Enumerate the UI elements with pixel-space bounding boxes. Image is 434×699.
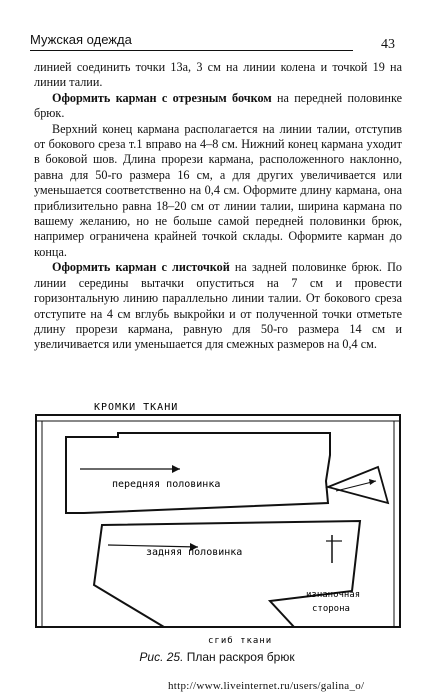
pocket-grain-arrow bbox=[369, 479, 376, 485]
paragraph-1-text: линией соединить точки 13а, 3 см на линии колена и точкой 19 на линии талии. bbox=[34, 60, 402, 90]
caption-text: План раскроя брюк bbox=[183, 650, 295, 664]
page-number: 43 bbox=[381, 37, 395, 52]
paragraph-4-text: на задней половинке брюк. По линии середины вытачки опуститься на 7 см и провести горизонтальную линию параллельно линии талии. От бокового среза отступите на 4 см вглубь выкройки и от полученной точки отметьте длину прорези кармана, равную для 50-го размера 14 см и увеличивается или уменьшается для смежных размеров на 0,4 см. bbox=[34, 260, 402, 352]
paragraph-4 bbox=[34, 260, 402, 352]
paragraph-3-text: Верхний конец кармана располагается на линии талии, отступив от бокового среза т.1 вправо на 4–8 см. Нижний конец кармана уходит в боковой шов. Длина прорези кармана, расположенного наклонно, равна для 50-го размера 16 см, а для других увеличивается или уменьшается соответственно на 0,4 см. Оформите длину кармана, она приблизительно равна 18–20 см от линии талии, ширина кармана по вашему желанию, но не больше самой передней половинки брюк, например ограничена крайней точкой склады. Оформите карман до конца. bbox=[34, 121, 402, 259]
cutting-plan-drawing bbox=[30, 395, 408, 647]
selvage-label: КРОМКИ ТКАНИ bbox=[94, 402, 179, 413]
caption-number: Рис. 25. bbox=[139, 650, 184, 664]
header-rule bbox=[30, 50, 353, 51]
paragraph-4-lead: Оформить карман с листочкой bbox=[52, 260, 230, 275]
front-half-piece bbox=[66, 433, 330, 513]
figure-caption bbox=[0, 650, 434, 664]
paragraph-2-text: на передней половинке брюк. bbox=[34, 90, 402, 121]
cutting-plan-figure bbox=[30, 395, 408, 647]
paragraph-3 bbox=[34, 122, 402, 261]
paragraph-2 bbox=[34, 91, 402, 122]
fold-label: сгиб ткани bbox=[208, 636, 273, 646]
header-title: Мужская одежда bbox=[30, 32, 132, 47]
paragraph-2-lead: Оформить карман с отрезным бочком bbox=[52, 90, 272, 105]
front-grain-arrow bbox=[172, 465, 180, 473]
body-text bbox=[34, 60, 402, 353]
back-half-label: задняя половинка bbox=[146, 547, 243, 558]
watermark-url: http://www.liveinternet.ru/users/galina_o/ bbox=[168, 680, 365, 692]
wrong-side-label-2: сторона bbox=[312, 604, 350, 614]
paragraph-1 bbox=[34, 60, 402, 91]
front-half-label: передняя половинка bbox=[112, 479, 221, 490]
wrong-side-label-1: изнаночная bbox=[306, 590, 361, 600]
